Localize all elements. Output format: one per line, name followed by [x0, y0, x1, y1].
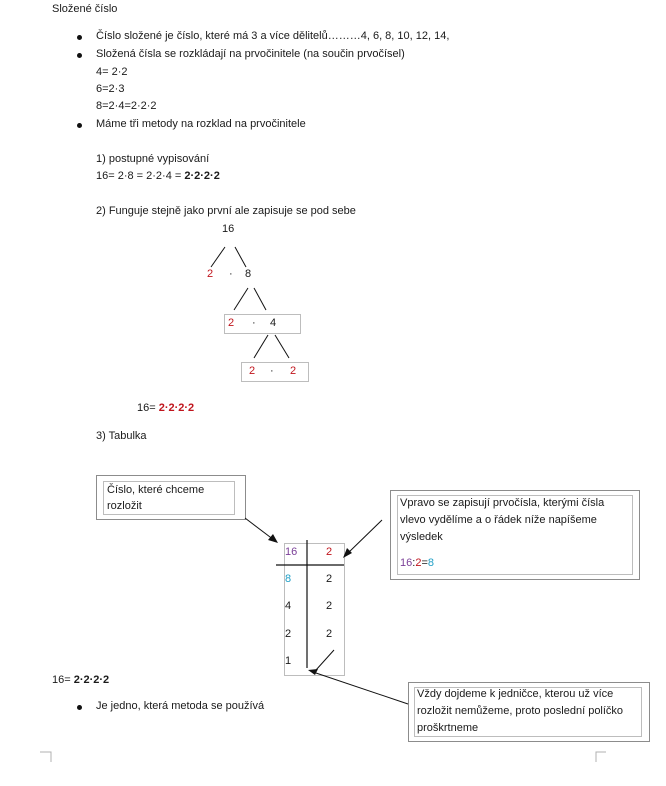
- method2-result-prefix: 16=: [137, 402, 159, 414]
- tree-l1-dot: ·: [229, 268, 233, 280]
- bullet-text-1: Číslo složené je číslo, které má 3 a více dělitelů………4, 6, 8, 10, 12, 14,: [96, 30, 450, 42]
- table-right-1: 2: [326, 573, 333, 585]
- example-line: 8=2·4=2·2·2: [96, 100, 157, 112]
- example-op: :: [412, 557, 416, 569]
- last-bullet-text: Je jedno, která metoda se používá: [96, 700, 265, 712]
- tree-l2-left: 2: [228, 317, 235, 329]
- example-line: 6=2·3: [96, 83, 125, 95]
- method1-eq-prefix: 16= 2·8 = 2·2·4 =: [96, 170, 185, 182]
- tree-l2-right: 4: [270, 317, 277, 329]
- bullet-text-2: Složená čísla se rozkládají na prvočinitele (na součin prvočísel): [96, 48, 405, 60]
- table-right-3: 2: [326, 628, 333, 640]
- table-right-2: 2: [326, 600, 333, 612]
- table-left-0: 16: [285, 546, 298, 558]
- example-quotient: 8: [427, 557, 434, 569]
- table-left-2: 4: [285, 600, 292, 612]
- callout-left-text: Číslo, které chceme rozložit: [107, 484, 205, 512]
- callout-bottom-text: Vždy dojdeme k jedničce, kterou už více rozložit nemůžeme, proto poslední políčko proškrtneme: [417, 688, 624, 734]
- method3-title: 3) Tabulka: [96, 430, 147, 442]
- table-left-3: 2: [285, 628, 292, 640]
- bullet-text-3: Máme tři metody na rozklad na prvočinitele: [96, 118, 306, 130]
- tree-l3-left: 2: [249, 365, 256, 377]
- tree-l1-right: 8: [245, 268, 252, 280]
- method2-result-value: 2·2·2·2: [158, 402, 195, 414]
- final-result-prefix: 16=: [52, 674, 74, 686]
- table-left-4: 1: [285, 655, 292, 667]
- tree-l3-dot: ·: [270, 365, 274, 377]
- table-right-0: 2: [326, 546, 333, 558]
- example-eq: =: [421, 557, 428, 569]
- final-result-value: 2·2·2·2: [73, 674, 110, 686]
- example-line: 4= 2·2: [96, 66, 128, 78]
- tree-l2-dot: ·: [252, 317, 256, 329]
- page-title: Složené číslo: [52, 3, 118, 15]
- example-dividend: 16: [400, 557, 413, 569]
- table-left-1: 8: [285, 573, 292, 585]
- method1-title: 1) postupné vypisování: [96, 153, 210, 165]
- method1-eq-result: 2·2·2·2: [184, 170, 220, 182]
- method2-title: 2) Funguje stejně jako první ale zapisuje se pod sebe: [96, 205, 356, 217]
- tree-l1-left: 2: [207, 268, 214, 280]
- tree-root: 16: [222, 223, 235, 235]
- example-divisor: 2: [415, 557, 422, 569]
- callout-right-text: Vpravo se zapisují prvočísla, kterými čísla vlevo vydělíme a o řádek níže napíšeme výsledek: [400, 497, 605, 543]
- tree-l3-right: 2: [290, 365, 297, 377]
